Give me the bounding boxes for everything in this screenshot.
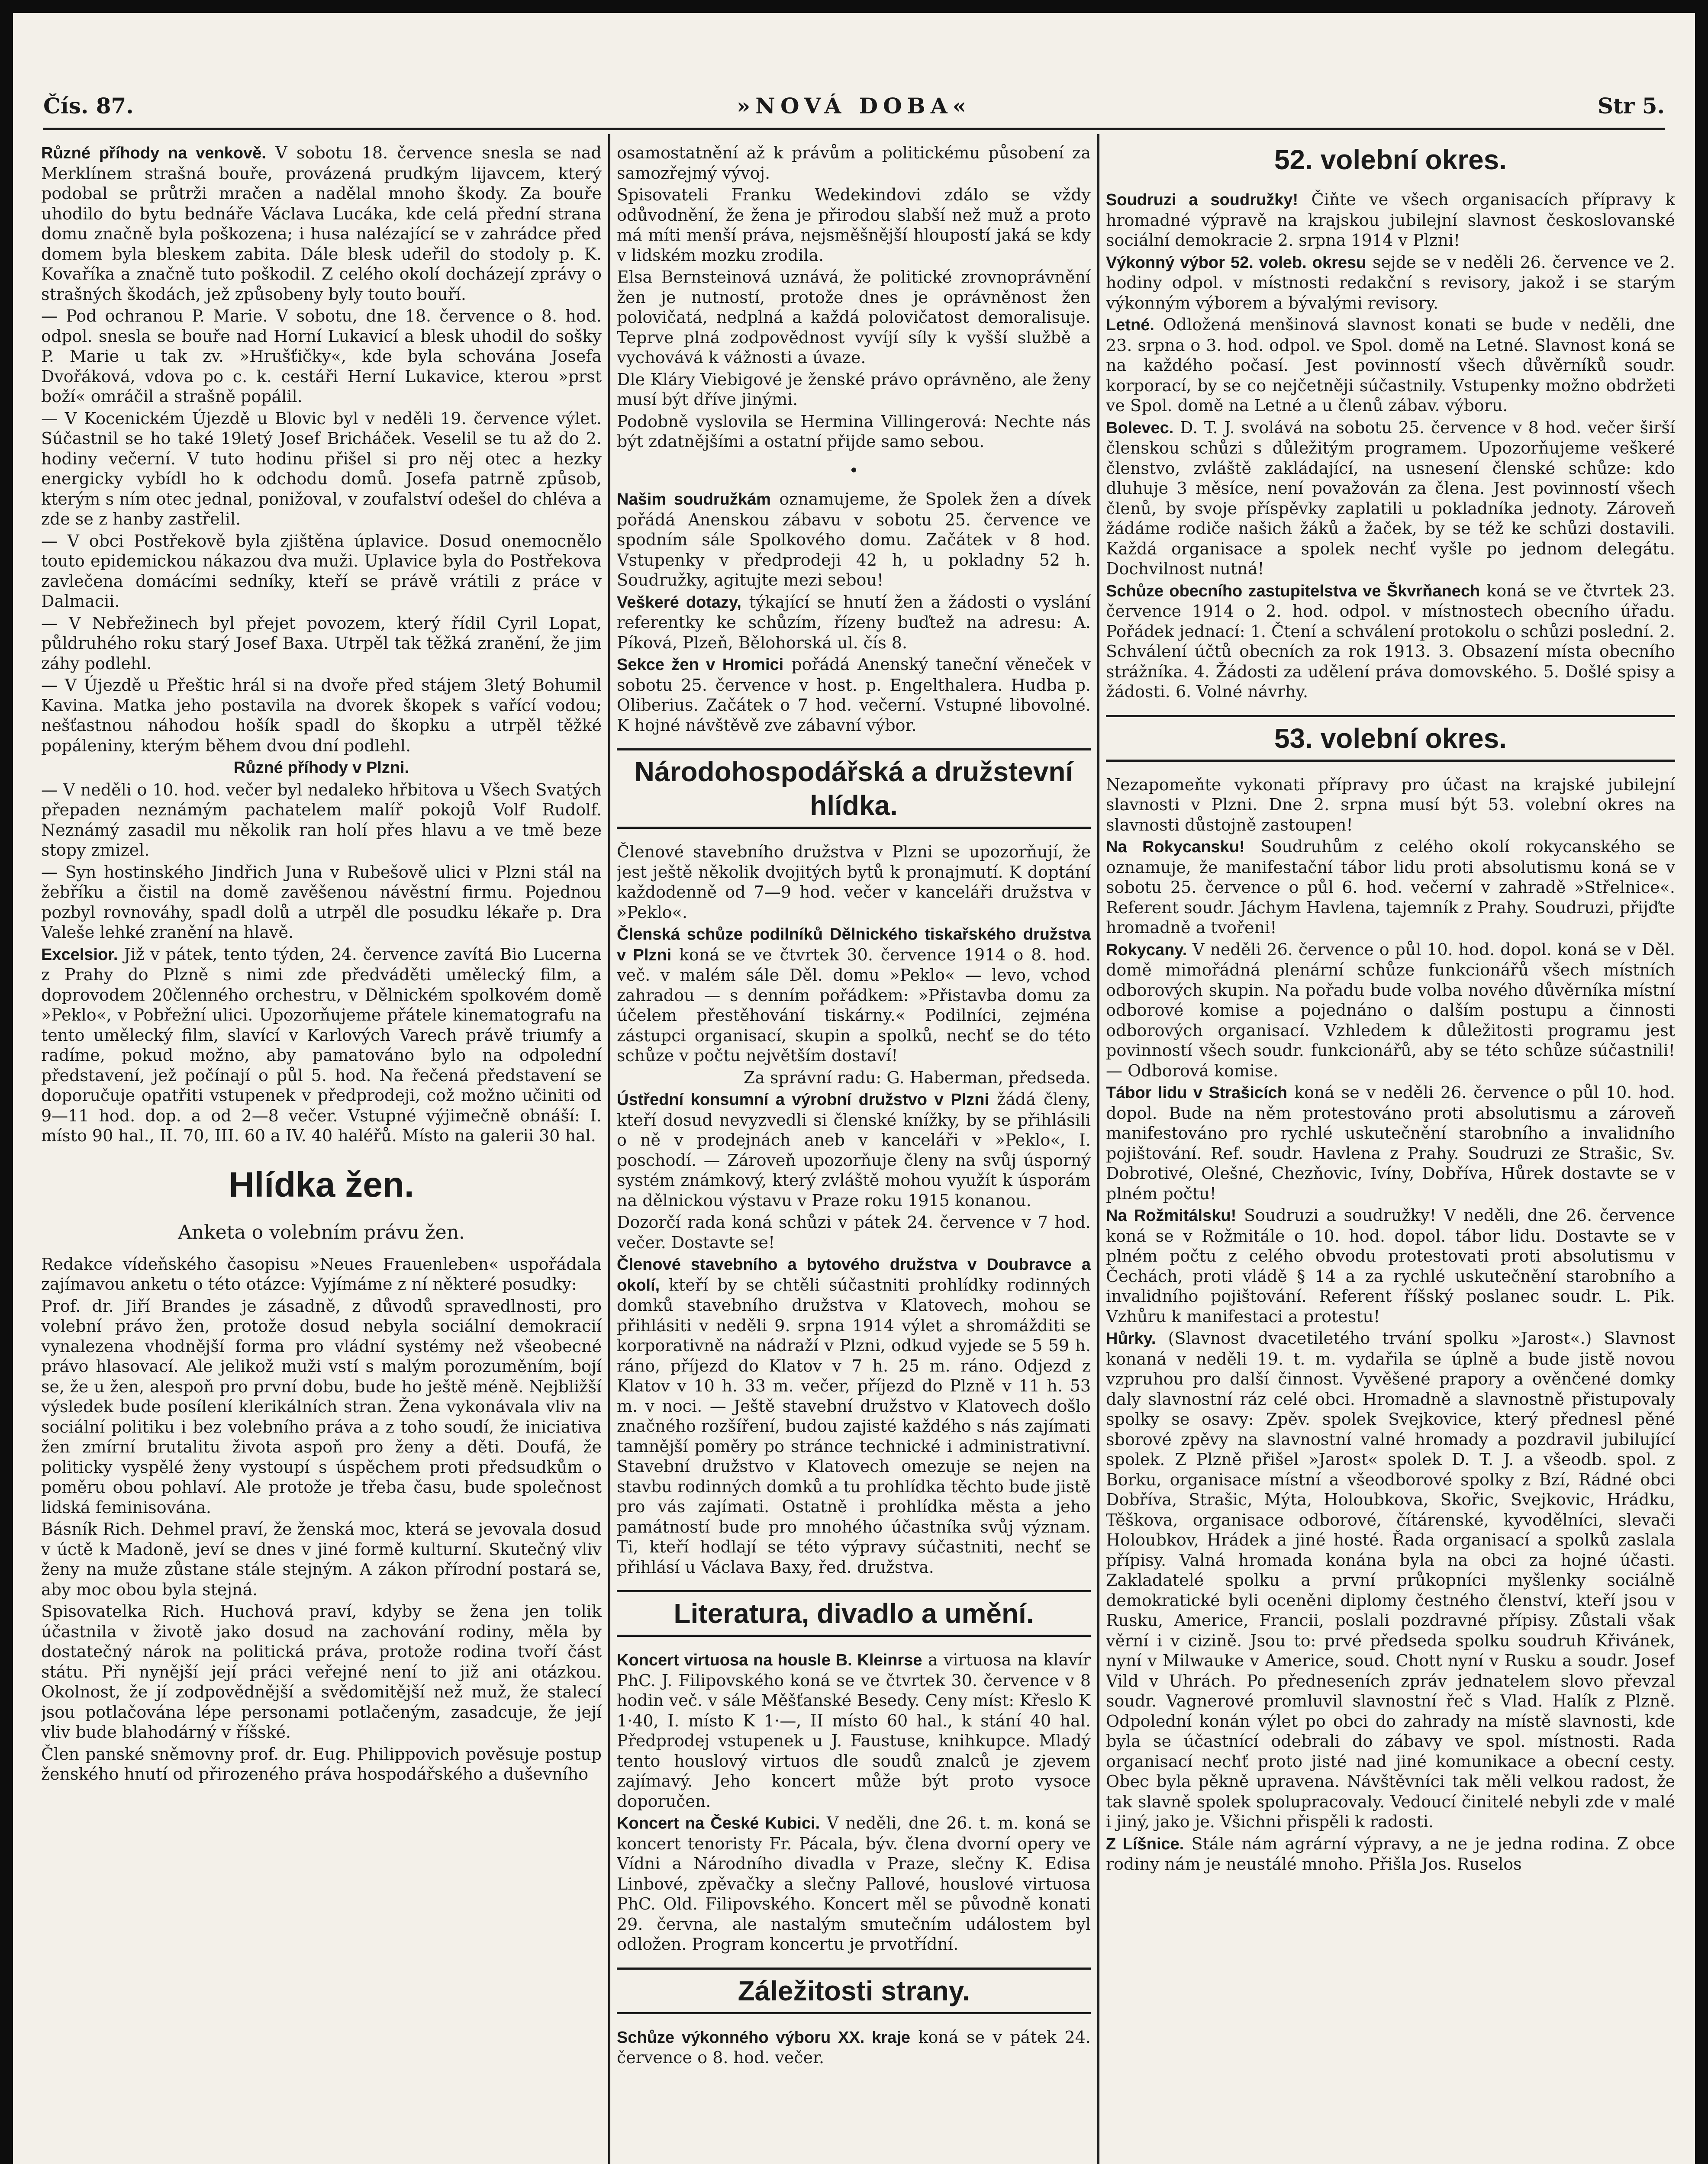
article — [617, 924, 1091, 1066]
article — [1106, 837, 1675, 938]
article — [617, 1650, 1091, 1811]
article-heading: Členové stavebního a bytového družstva v Doubravce a okolí, — [617, 1256, 1091, 1295]
column-divider — [608, 134, 610, 2164]
article — [1106, 1082, 1675, 1204]
newspaper-title: »NOVÁ DOBA« — [737, 93, 971, 119]
article-heading: Tábor lidu v Strašicích — [1106, 1084, 1287, 1102]
article — [617, 592, 1091, 653]
section-title: Záležitosti strany. — [738, 1975, 970, 2006]
article-text: Spisovateli Franku Wedekindovi zdálo se vždy odůvodnění, že žena je přirodou slabší než muž a proto má míti menší práva, nejsměšnější hloupostí jaká se kdy v lidském mozku zrodila. — [617, 185, 1091, 265]
article-text: (Slavnost dvacetiletého trvání spolku »Jarost«.) Slavnost konaná v neděli 19. t. m. vydařila se úplně a bude jistě novou vzpruhou pro další činnost. Vyvěšené prapory a ověnčené domky daly slavnostní ráz celé obci. Hromadně a slavnostně přistupovaly spolky se osavy: Zpěv. spolek Svejkovice, který přednesl pěné sborové zpěvy na slavnostní valné hromady a pozdravil jubilující spolek. Z Plzně přišel »Jarost« spolek D. T. J. a všeodb. spol. z Borku, organisace místní a všeodborové spolky z Bzí, Rádné obci Dobřívа, Strašic, Mýta, Holoubkova, Skořic, Svejkovic, Hrádku, Těškova, organisace odborové, čítárenské, kyvodělníci, slevači Holoubkov, Hrádek a jiné hosté. Řada organisací a spolků zaslala přípisy. Valná hromada konána byla na obci za hojné účasti. Zakladatelé spolku a první průkopníci myšlenky sociálně demokratické byli oceněni diplomy čestného členství, kteří jsou v Rusku, Americe, Francii, poslali pozdravné přípisy. Zůstali však věrní i v cizině. Jsou to: prvé předseda spolku soudruh Křivánek, nyní v Milwauke v Americe, soud. Chott nyní v Rusku a soudr. Josef Vild v Uhrách. Po předneseních zpráv jednatelem slovo převzal soudr. Vagnerové promluvil slavnostní řeč s Vlad. Halík z Plzně. Odpolední konán výlet po obci do zahrady na místě slavnosti, kde byla se účastnící odebrali do zábavy ve spol. místnosti. Rada organisací nechť proto jisté nad jiné komunikace a obecní cesty. Obec byla pěkně upravena. Návštěvníci tak měli velkou radost, že tak slavně spolek spolupracovaly. Vedoucí činitelé nebyli zde v malé i jiný, jako je. Všichni přispěli k radosti. — [1106, 1329, 1675, 1831]
header-rule — [43, 128, 1665, 130]
article-text: a virtuosa na klavír PhC. J. Filipovského koná se ve čtvrtek 30. července v 8 hodin več. v sále Měšťanské Besedy. Ceny míst: Křeslo K 1·40, I. místo K 1·—, II místo 60 hal., k stání 40 hal. Předprodej vstupenek u J. Faustuse, knihkupce. Mladý tento houslový virtuos dle soudů znalců je zjevem zajímavý. Jeho koncert může být proto vysoce doporučen. — [617, 1650, 1091, 1811]
signature: Za správní radu: G. Haberman, předseda. — [743, 1068, 1091, 1087]
article-text: sejde se v neděli 26. července ve 2. hodiny odpol. v místnosti redakční s revisory, jakož i se starým výkonným výborem a bývalými revisory. — [1106, 252, 1675, 312]
article-heading: Koncert virtuosa na housle B. Kleinrse — [617, 1651, 922, 1669]
article-heading: Na Rožmitálsku! — [1106, 1207, 1237, 1225]
column-3 — [1106, 143, 1675, 2164]
article — [617, 489, 1091, 590]
section-title: 52. volební okres. — [1274, 144, 1507, 175]
article — [1106, 315, 1675, 416]
article — [1106, 252, 1675, 313]
article-text: koná se ve čtvrtek 30. července 1914 o 8. hod. več. v malém sále Děl. domu »Peklo« — levo, vchod zahradou — s denním pořádkem: »Přistavba domu za účelem přestěhování tiskárny.« Podilníci, zejména zástupci organisací, skupin a spolků, nechť se do této schůze v počtu největším dostaví! — [617, 945, 1091, 1065]
article-text: koná se v neděli 26. července o půl 10. hod. dopol. Bude na něm protestováno proti absolutismu a zároveň manifestováno pro rychlé uskutečnění starobního a invalidního pojištování. Ref. soudr. Havlena z Prahy. Soudruzi ze Strašic, Sv. Dobrotivé, Olešné, Chezňovic, Ivíny, Dobřívа, Hůrek dostavte se v plném počtu! — [1106, 1083, 1675, 1203]
article-text: Dle Kláry Viebigové je ženské právo oprávněno, ale ženy musí být dříve jinými. — [617, 370, 1091, 409]
article — [41, 143, 602, 304]
article-text: Dozorčí rada koná schůzi v pátek 24. července v 7 hod. večer. Dostavte se! — [617, 1213, 1091, 1252]
article — [1106, 1834, 1675, 1874]
article-text: Redakce vídeňského časopisu »Neues Frauenleben« uspořádala zajímavou anketu o této otázce: Vyjímáme z ní některé posudky: — [41, 1254, 602, 1294]
article-text: oznamujeme, že Spolek žen a dívek pořádá Anenskou zábavu v sobotu 25. července ve spodním sále Spolkového domu. Začátek v 8 hod. Vstupenky v předprodeji 42 h, u pokladny 52 h. Soudružky, agitujte mezi sebou! — [617, 489, 1091, 589]
article-text: — V Kocenickém Újezdě u Blovic byl v neděli 19. července výlet. Súčastnil se ho také 19letý Josef Bricháček. Veselil se tu až do 2. hodiny večerní. V tuto hodinu přišel si pro něj otec a hezky energicky vybídl ho k odchodu domů. Josefa patrně způsob, kterým s ním otec jednal, ponižoval, v zoufalství odešel do chléva a zde se z hanby zastřelil. — [41, 409, 602, 528]
article-text: Soudruhům z celého okolí rokycanského se oznamuje, že manifestační tábor lidu proti absolutismu koná se v sobotu 25. července o půl 6. hod. večerní v zahradě »Střelnice«. Referent soudr. Jáchym Havlena, tajemník z Prahy. Soudruzi, přijďte hromadně a tvořeni! — [1106, 837, 1675, 937]
article-text: Členové stavebního družstva v Plzni se upozorňují, že jest ještě několik dvojitých bytů k pronajmutí. K doptání každodenně od 7—9 hod. večer v kanceláři družstva v »Peklo«. — [617, 842, 1091, 922]
article-heading: Bolevec. — [1106, 419, 1174, 437]
article-text: — V Nebřežinech byl přejet povozem, který řídil Cyril Lopat, půldruhého roku starý Josef Baxa. Utrpěl tak těžká zranění, že jim záhy podlehl. — [41, 613, 602, 673]
article-text: — V Újezdě u Přeštic hrál si na dvoře před stájem 3letý Bohumil Kavina. Matka jeho postavila na dvorek škopek s vařící vodou; nešťastnou náhodou hošík spadl do škopku a utrpěl těžké popáleniny, kterým během dvou dní podlehl. — [41, 676, 602, 755]
masthead — [43, 93, 1665, 123]
article-text: Podobně vyslovila se Hermina Villingerová: Nechte nás být zdatnějšími a ostatní přijde samo sebou. — [617, 412, 1091, 451]
article-heading: Schůze obecního zastupitelstva ve Škvrňanech — [1106, 582, 1480, 600]
section-header-box — [617, 748, 1091, 829]
article-text: pořádá Anenský taneční věneček v sobotu 25. července v host. p. Engelthalera. Hudba p. Oliberius. Začátek o 7 hod. večerní. Vstupné libovolné. K hojné návštěvě zve zábavní výbor. — [617, 655, 1091, 735]
article-text: — Syn hostinského Jindřich Juna v Rubešově ulici v Plzni stál na žebříku a čistil na domě zavěšenou návěstní firmu. Pojednou pozbyl rovnováhy, spadl dolů a utrpěl dle posudku lékaře p. Dra Valeše lehké zranění na hlavě. — [41, 862, 602, 942]
article — [1106, 190, 1675, 251]
article-heading: Rokycany. — [1106, 940, 1187, 959]
article-heading: Ústřední konsumní a výrobní družstvo v Plzni — [617, 1091, 989, 1109]
column-divider — [1097, 134, 1099, 2164]
section-header-box — [1106, 715, 1675, 762]
separator: • — [849, 460, 859, 480]
column-2 — [617, 143, 1091, 2164]
article — [1106, 418, 1675, 579]
article-heading: Na Rokycansku! — [1106, 838, 1245, 856]
article-heading: Z Líšnice. — [1106, 1835, 1184, 1853]
article — [617, 1813, 1091, 1955]
article-text: koná se ve čtvrtek 23. července 1914 o 2. hod. odpol. v místnostech obecního úřadu. Pořádek jednací: 1. Čtení a schválení protokolu o schůzi poslední. 2. Schválení účtů obecních za rok 1913. 3. Obsazení místa obecního strážníka. 4. Žádosti za udělení práva domovského. 5. Došlé spisy a žádosti. 6. Volné návrhy. — [1106, 581, 1675, 701]
article-heading — [41, 757, 602, 778]
article — [1106, 940, 1675, 1081]
section-title: Národohospodářská a družstevní hlídka. — [634, 756, 1073, 821]
newspaper-page — [13, 13, 1695, 2164]
column-1 — [41, 143, 602, 2164]
article — [1106, 581, 1675, 702]
article-text: týkající se hnutí žen a žádosti o vyslání referentky ke schůzím, řízeny buďtež na adresu: A. Píková, Plzeň, Bělohorská ul. čís 8. — [617, 592, 1091, 652]
issue-number: Čís. 87. — [43, 93, 134, 119]
article-heading: Výkonný výbor 52. voleb. okresu — [1106, 253, 1366, 272]
article-text: kteří by se chtěli súčastniti prohlídky rodinných domků stavebního družstva v Klatovech, mohou se přihlásiti v neděli 9. srpna 1914 výlet a shromážditi se korporativně na nádraží v Plzni, odkud vyjede se 5 59 h. ráno, příjezd do Klatov v 7 h. 25 m. ráno. Odjezd z Klatov v 10 h. 33 m. večer, příjezd do Plzně v 11 h. 53 m. v noci. — Ještě stavební družstvo v Klatovech došlo značného rozšíření, budou zajisté každého s nás zajímati tamnější poměry po stránce technické i administrativní. Stavební družstvo v Klatovech omezuje se nejen na stavbu rodinných domků a tu prohlídka těchto bude jistě pro vás zajímati. Ostatně i prohlídka města a jeho památností bude pro mnohého účastníka svůj význam. Ti, kteří hodlají se této výpravy súčastniti, nechť se přihlásí u Václava Baxy, řed. družstva. — [617, 1275, 1091, 1577]
article-heading: Různé příhody na venkově. — [41, 144, 266, 162]
article — [617, 1089, 1091, 1211]
article — [1106, 1205, 1675, 1327]
article-text: Prof. dr. Jiří Brandes je zásadně, z důvodů spravedlnosti, pro volební právo žen, protože dosud nebyla sociální demokracií vynalezena vhodnější forma pro vládní systémy než všeobecné právo hlasovací. Ale jelikož muži vstí s malým porozuměním, bojí se, že u žen, alespoň pro první dobu, bude ho ještě méně. Nejbližší výsledek bude posílení klerikálních stran. Žena vykonávala vliv na sociální politiku i bez volebního práva a z toho soudí, že iniciativa žen zmírní brutalitu života aspoň pro ženy a děti. Doufá, že politicky vyspělé ženy vystoupí s úspěchem proti předsudkům o poměru obou pohlaví. Ale protože je třeba času, bude společnost lidská feminisována. — [41, 1296, 602, 1517]
article-text: Již v pátek, tento týden, 24. července zavítá Bio Lucerna z Prahy do Plzně s nimi zde předváděti umělecký film, a doprovodem 20členného orchestru, v Dělnickém spolkovém domě »Peklo«, v Pobřežní ulici. Upozorňujeme přátele kinematografu na tento umělecký film, slavící v Karlových Varech právě triumfy a radíme, pokud možno, aby pamatováno bylo na odpolední představení, jež počínají o půl 5. hod. Na řečená představení se doporučuje opatřiti vstupenek v předprodeji, což možno učiniti od 9—11 hod. dop. a od 2—8 večer. Vstupné výjimečně obnáší: I. místo 90 hal., II. 70, III. 60 a IV. 40 haléřů. Místo na galerii 30 hal. — [41, 944, 602, 1145]
article-text: Nezapomeňte vykonati přípravy pro účast na krajské jubilejní slavnosti v Plzni. Dne 2. srpna musí být 53. volební okres na slavnosti důstojně zastoupen! — [1106, 775, 1675, 834]
article — [617, 2027, 1091, 2068]
section-subtitle: Anketa o volebním právu žen. — [177, 1221, 465, 1243]
section-title: 53. volební okres. — [1274, 722, 1507, 754]
article-text: Elsa Bernsteinová uznává, že politické zrovnoprávnění žen je nutností, protože dnes je oprávněnost žen polovičatá, nedplná a každá polovičatost demoralisuje. Teprve plná zodpovědnost vyvíjí síly k vyšší službě a vychovává k vážnosti a úvaze. — [617, 267, 1091, 367]
section-title: Literatura, divadlo a umění. — [674, 1598, 1034, 1629]
article-text: Básník Rich. Dehmel praví, že ženská moc, která se jevovala dosud v úctě k Madoně, jeví se dnes v jiné formě kulturní. Skutečný vliv ženy na muže zůstane stále stejným. A zákon přírodní postará se, aby moc obou byla stejná. — [41, 1520, 602, 1599]
article-heading: Excelsior. — [41, 945, 118, 964]
article-heading: Letné. — [1106, 316, 1154, 334]
article — [1106, 1328, 1675, 1832]
section-header-box — [617, 1968, 1091, 2014]
article-heading: Schůze výkonného výboru XX. kraje — [617, 2028, 911, 2047]
article-text: koná se v pátek 24. července o 8. hod. večer. — [617, 2027, 1091, 2067]
article-text: — V neděli o 10. hod. večer byl nedaleko hřbitova u Všech Svatých přepaden neznámým pachatelem malíř pokojů Volf Rudolf. Neznámý zasadil mu několik ran holí přes hlavu a ve tmě beze stopy zmizel. — [41, 780, 602, 860]
article-heading: Soudruzi a soudružky! — [1106, 191, 1299, 209]
article-text: Čiňte ve všech organisacích přípravy k hromadné výpravě na krajskou jubilejní slavnost českoslovanské sociální demokracie 2. srpna 1914 v Plzni! — [1106, 190, 1675, 250]
article — [617, 654, 1091, 735]
article-text: D. T. J. svolává na sobotu 25. července v 8 hod. večer širší členskou schůzi s důležitým programem. Upozorňujeme veškeré členstvo, zvláště zakládající, na usnesení členské schůze: kdo dluhuje 3 měsíce, není považován za člena. Jest povinností všech členů, by svoje příspěvky zaplatili u pokladníka jednoty. Zároveň žádáme rodiče našich žáků a žaček, by se též ke schůzi dostavili. Každá organisace a spolek nechť vyšle po jednom delegátu. Dochvilnost nutná! — [1106, 418, 1675, 578]
article-text: V sobotu 18. července snesla se nad Merklínem strašná bouře, provázená prudkým lijavcem, který podobal se průtrži mračen a nadělal mnoho škody. Za bouře uhodilo do bytu bednáře Václava Lucáka, kde celá přední strana domu značně byla poškozena; i husa nalézající se v zahrádce před domem byla bleskem zabita. Dále blesk udeřil do stodoly p. K. Kovaříka a značně tuto poškodil. Z celého okolí docházejí zprávy o strašných škodách, jež způsobeny byly touto bouří. — [41, 143, 602, 304]
article-text: V neděli, dne 26. t. m. koná se koncert tenoristy Fr. Pácala, býv. člena dvorní opery ve Vídni a Národního divadla v Praze, slečny K. Edisa Linbové, zpěvačky a slečny Pallové, houslové virtuosa PhC. Old. Filipovského. Koncert měl se původně konati 29. června, ale nastalým smutečním událostem byl odložen. Program koncertu je prvotřídní. — [617, 1813, 1091, 1954]
article-text: Spisovatelka Rich. Huchová praví, kdyby se žena jen tolik účastnila v životě jako dosud na zachování rodiny, měla by dostatečný nárok na politická práva, protože rodina tvoří část státu. Při nynější její práci veřejné není to již ani otázkou. Okolnost, že jí zodpovědnější a svědomitější než muž, že stalecí jsou potlačována lépe personami potlačeným, zasadcuje, že její vliv bude blahodárný v říšské. — [41, 1602, 602, 1742]
article — [41, 944, 602, 1146]
article-heading: Sekce žen v Hromici — [617, 656, 784, 674]
article-heading: Veškeré dotazy, — [617, 593, 741, 612]
article-text: osamostatnění až k právům a politickému působení za samozřejmý vývoj. — [617, 143, 1091, 183]
section-title: Hlídka žen. — [229, 1165, 414, 1204]
article-text: Odložená menšinová slavnost konati se bude v neděli, dne 23. srpna o 3. hod. odpol. ve Spol. domě na Letné. Slavnost koná se na každého počasí. Jest povinností všech důvěrníků soudr. korporací, by se co nejčetněji súčastnily. Vstupenky možno obdržeti ve Spol. domě na Letné a u členů zábav. výboru. — [1106, 315, 1675, 415]
article — [617, 1254, 1091, 1577]
article-text: — V obci Postřekově byla zjištěna úplavice. Dosud onemocnělo touto epidemickou nákazou dva muži. Uplavice byla do Postřekova zavlečena domácími sedníky, kteří se právě vrátili z práce v Dalmacii. — [41, 531, 602, 611]
article-text: V neděli 26. července o půl 10. hod. dopol. koná se v Děl. domě mimořádná plenární schůze funkcionářů všech místních odborových skupin. Na pořadu bude volba nového důvěrníka místní odborové komise a pojednáno o dalším postupu a činnosti odborových organisací. Vzhledem k důležitosti programu jest povinností všech soudr. funkcionářů, aby se této schůze súčastnili! — Odborová komise. — [1106, 940, 1675, 1080]
article-text: Člen panské sněmovny prof. dr. Eug. Philippovich pověsuje postup ženského hnutí od přirozeného práva hospodářského a duševního — [41, 1744, 602, 1784]
article-text: Stále nám agrární výpravy, a ne je jedna rodina. Z obce rodiny nám je neustálé mnoho. Přišla Jos. Ruselos — [1106, 1834, 1675, 1874]
section-header-box — [617, 1590, 1091, 1637]
article-heading: Našim soudružkám — [617, 490, 771, 509]
article-text: — Pod ochranou P. Marie. V sobotu, dne 18. července o 8. hod. odpol. snesla se bouře nad Horní Lukavicí a blesk uhodil do sošky P. Marie u tak zv. »Hrušťičky«, kde byla schována Josefa Dvořáková, vdova po c. k. cestáři Herní Lukavice, kterou »prst boží« omráčil a strašně popálil. — [41, 306, 602, 406]
article-heading: Koncert na České Kubici. — [617, 1814, 820, 1832]
article-text: žádá členy, kteří dosud nevyzvedli si členské knížky, by se přihlásili o ně v prodejnách aneb v kanceláři v »Peklo«, I. poschodí. — Zároveň upozorňuje členy na svůj úsporný systém známkový, který zvláště mohou využít k úsporám na dělnickou výstavu v Praze roku 1915 konanou. — [617, 1090, 1091, 1210]
page-number: Str 5. — [1597, 93, 1665, 119]
heading-text: Různé příhody v Plzni. — [233, 759, 409, 777]
article-text: Soudruzi a soudružky! V neděli, dne 26. července koná se v Rožmitále o 10. hod. dopol. tábor lidu. Dostavte se v plném počtu z celého obvodu protestovati proti absolutismu v Čechách, proti vládě § 14 a za rychlé uskutečnění starobního a invalidního pojištování. Referent říšský poslanec soudr. L. Pik. Vzhůru k manifestaci a protestu! — [1106, 1206, 1675, 1326]
article-heading: Členská schůze podilníků Dělnického tiskařského družstva v Plzni — [617, 925, 1091, 964]
article-heading: Hůrky. — [1106, 1330, 1156, 1348]
